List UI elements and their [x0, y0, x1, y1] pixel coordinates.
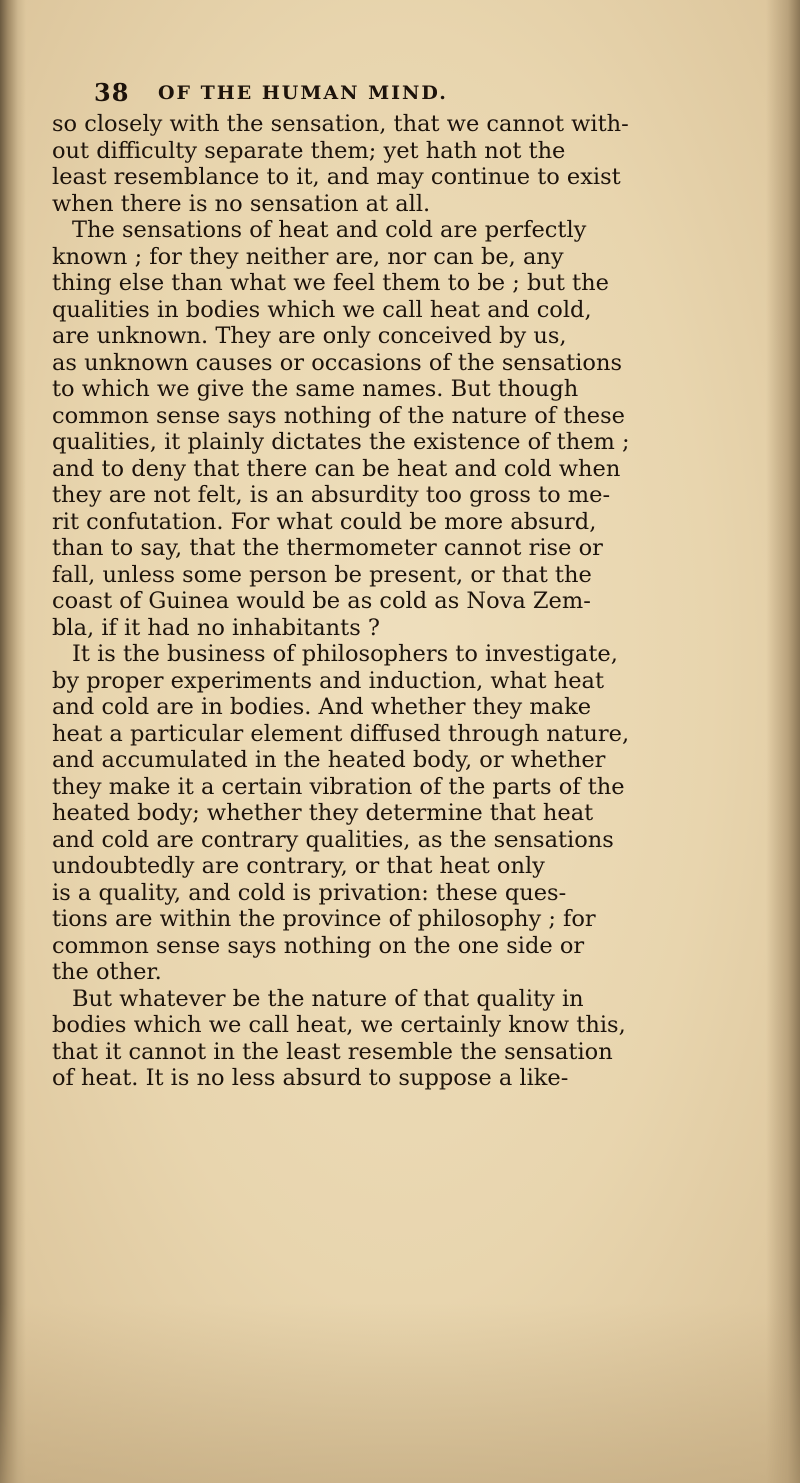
text-line: and cold are contrary qualities, as the sensations [52, 826, 614, 853]
text-line: out difficulty separate them; yet hath not the [52, 137, 566, 164]
text-line: as unknown causes or occasions of the sensations [52, 349, 622, 376]
text-line: and accumulated in the heated body, or whether [52, 747, 606, 773]
text-line: thing else than what we feel them to be ; but the [52, 270, 609, 296]
text-line: they are not felt, is an absurdity too gross to me- [52, 482, 611, 508]
text-line: than to say, that the thermometer cannot rise or [52, 535, 603, 561]
text-line: It is the business of philosophers to investigate, [72, 641, 618, 667]
running-head-title: OF THE HUMAN MIND. [158, 82, 448, 104]
text-line: and cold are in bodies. And whether they make [52, 694, 592, 720]
page-number: 38 [94, 78, 130, 107]
text-line: when there is no sensation at all. [52, 190, 431, 217]
text-line: rit confutation. For what could be more absurd, [52, 508, 597, 535]
text-line: common sense says nothing of the nature of these [52, 402, 625, 429]
bottom-page-shading [0, 1303, 800, 1483]
binding-gutter-shadow [0, 0, 26, 1483]
text-line: and to deny that there can be heat and cold when [52, 455, 621, 482]
text-line: undoubtedly are contrary, or that heat only [52, 853, 545, 879]
text-line: to which we give the same names. But though [52, 376, 579, 402]
text-line: heated body; whether they determine that heat [52, 800, 594, 826]
running-head [0, 78, 800, 108]
text-line: bodies which we call heat, we certainly know this, [52, 1012, 626, 1038]
text-line: But whatever be the nature of that quality in [72, 985, 584, 1012]
text-line: The sensations of heat and cold are perfectly [72, 217, 587, 243]
body-text [52, 111, 772, 1092]
text-line: by proper experiments and induction, what heat [52, 667, 604, 694]
text-line: least resemblance to it, and may continue to exist [52, 164, 621, 190]
text-line: so closely with the sensation, that we cannot with- [52, 111, 629, 137]
text-line: are unknown. They are only conceived by us, [52, 323, 567, 349]
text-line: that it cannot in the least resemble the sensation [52, 1038, 613, 1065]
text-line: fall, unless some person be present, or that the [52, 561, 592, 588]
text-line: qualities in bodies which we call heat and cold, [52, 296, 592, 323]
text-line: common sense says nothing on the one side or [52, 932, 585, 959]
text-line: bla, if it had no inhabitants ? [52, 614, 380, 641]
text-line: known ; for they neither are, nor can be, any [52, 243, 564, 270]
text-line: qualities, it plainly dictates the existence of them ; [52, 429, 630, 455]
text-line: is a quality, and cold is privation: these ques- [52, 879, 567, 906]
text-line: they make it a certain vibration of the parts of the [52, 773, 625, 800]
text-line: of heat. It is no less absurd to suppose a like- [52, 1065, 569, 1091]
text-line: heat a particular element diffused through nature, [52, 720, 630, 747]
text-line: the other. [52, 959, 162, 985]
text-line: coast of Guinea would be as cold as Nova Zem- [52, 588, 591, 614]
text-line: tions are within the province of philosophy ; for [52, 906, 596, 932]
